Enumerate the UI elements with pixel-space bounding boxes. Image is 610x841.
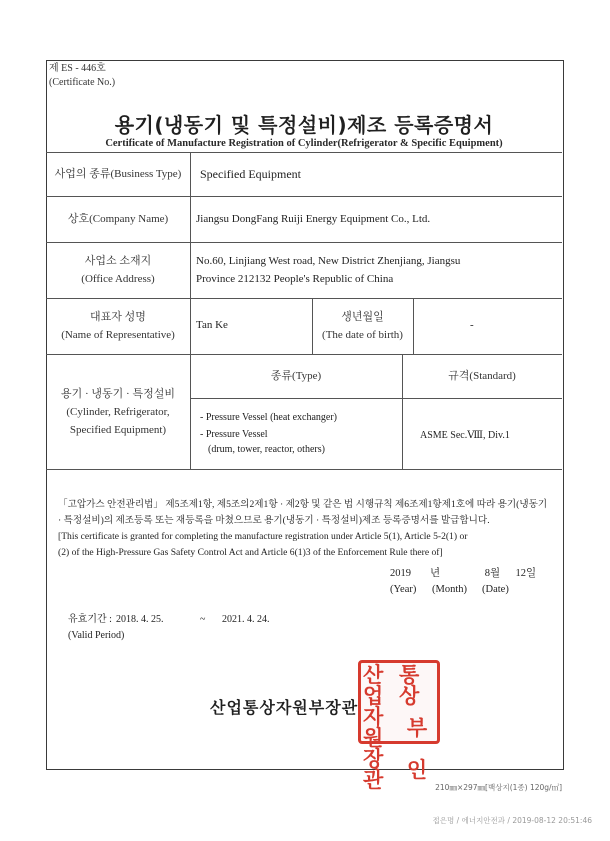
certificate-number: 제 ES - 446호 [49,63,106,74]
certification-statement [58,497,548,561]
company-label: 상호(Company Name) [67,213,169,225]
valid-to: 2021. 4. 24. [222,614,270,625]
seal-char: 부 [406,715,428,740]
certificate-number-label: (Certificate No.) [49,77,116,88]
representative-label-ko: 대표자 성명 [90,311,146,323]
paper-spec: 210㎜×297㎜[백상지(1종) 120g/㎡] [435,783,562,792]
equipment-label [46,354,190,469]
office-address-line1: No.60, Linjiang West road, New District Zhenjiang, Jiangsu [196,255,461,267]
office-address-label [46,242,190,298]
seal-char: 장관 [363,747,384,792]
equipment-type-list [200,410,337,457]
row-divider [46,469,562,470]
issue-date [390,566,540,598]
issue-year-label: (Year) [390,584,417,595]
representative-label [46,298,190,354]
equipment-type-item-detail: (drum, tower, reactor, others) [208,444,325,455]
office-address-label-ko: 사업소 소재지 [84,255,152,267]
standard-column-header: 규격(Standard) [448,370,516,382]
seal-char: 인 [406,757,428,782]
issue-month-label: (Month) [432,584,467,595]
issue-year: 2019 [390,568,411,579]
business-type-value: Specified Equipment [200,167,301,181]
official-seal [358,660,440,792]
issue-month: 8 [484,568,490,579]
statement-en-line: (2) of the High-Pressure Gas Safety Control Act and Article 6(1)3 of the Enforcement Rule there of] [58,547,443,558]
statement-ko-line: 「고압가스 안전관리법」 제5조제1항, 제5조의2제1항 · 제2항 및 같은 법 시행규칙 제6조제1항제1호에 따라 용기(냉동기 [58,499,548,510]
valid-period [68,612,270,644]
issuing-authority: 산업통상자원부장관 [210,698,359,717]
row-divider [190,398,562,399]
equipment-standard-value: ASME Sec.Ⅷ, Div.1 [420,430,510,441]
column-divider [190,152,191,469]
date-of-birth-label-ko: 생년월일 [341,311,384,323]
title-english: Certificate of Manufacture Registration of Cylinder(Refrigerator & Specific Equipment) [105,138,503,149]
valid-separator: ~ [200,614,206,625]
issue-year-unit: 년 [430,568,441,579]
office-address-line2: Province 212132 People's Republic of China [196,273,394,285]
date-of-birth-value: - [470,319,474,331]
issue-day: 12 [515,568,526,579]
representative-value: Tan Ke [196,319,228,331]
column-divider [413,298,414,354]
valid-period-label-en: (Valid Period) [68,630,125,641]
issue-day-label: (Date) [482,584,509,595]
business-type-label: 사업의 종류(Business Type) [54,168,182,180]
equipment-label-line3: Specified Equipment) [69,423,167,436]
seal-char: 산업 [363,663,384,708]
valid-from: 2018. 4. 25. [116,614,164,625]
type-column-header: 종류(Type) [270,370,322,382]
equipment-label-line2: (Cylinder, Refrigerator, [66,405,170,418]
seal-char: 자원 [363,705,384,750]
office-address-value [196,252,460,288]
date-of-birth-label-en: (The date of birth) [322,329,403,341]
print-footer: 접은명 / 에너지안전과 / 2019-08-12 20:51:46 [432,816,592,825]
seal-char: 통상 [399,663,420,708]
valid-period-label: 유효기간 : [68,614,112,625]
date-of-birth-label [312,298,413,354]
issue-month-unit: 월 [490,568,501,579]
equipment-type-item: - Pressure Vessel [200,429,268,440]
equipment-label-line1: 용기 · 냉동기 · 특정설비 [61,387,175,400]
title-korean: 용기(냉동기 및 특정설비)제조 등록증명서 [114,113,494,137]
company-value: Jiangsu DongFang Ruiji Energy Equipment Co., Ltd. [196,213,431,225]
issue-day-unit: 일 [526,568,537,579]
equipment-type-item: - Pressure Vessel (heat exchanger) [200,412,337,423]
statement-en-line: [This certificate is granted for completing the manufacture registration under Article 5(1), Article 5-2(1) or [58,531,468,542]
statement-ko-line: · 특정설비)의 제조등록 또는 재등록을 마쳤으므로 용기(냉동기 · 특정설비)제조 등록증명서를 발급합니다. [58,515,490,526]
representative-label-en: (Name of Representative) [61,329,175,341]
office-address-label-en: (Office Address) [81,273,155,285]
